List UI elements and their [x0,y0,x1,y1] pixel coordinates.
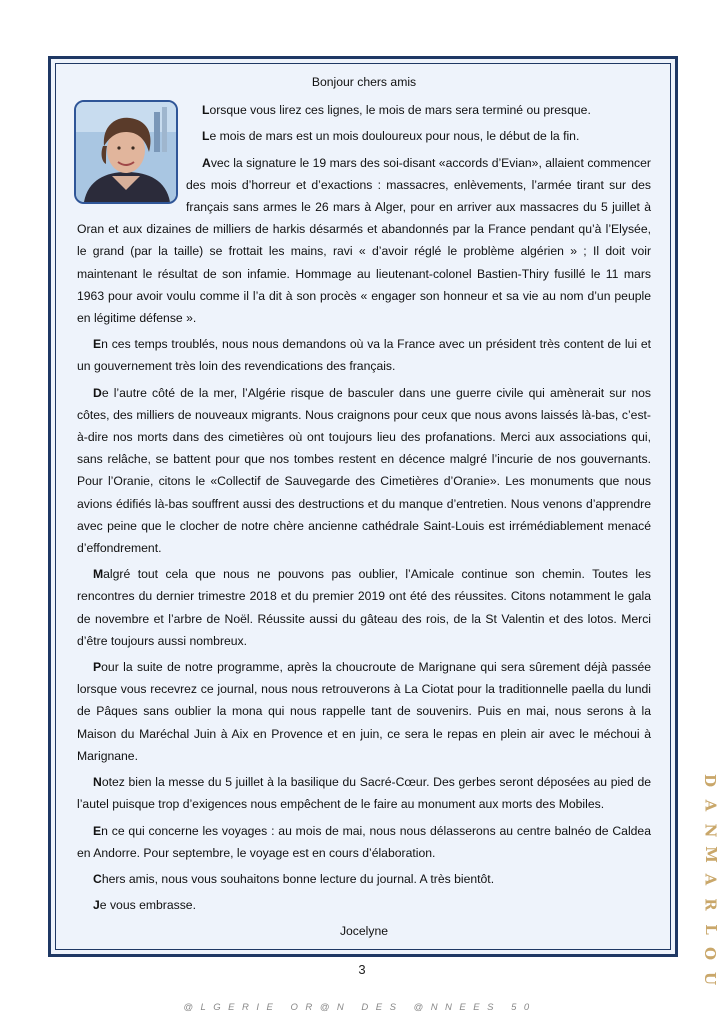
paragraph-initial: E [93,337,102,352]
letter-body [77,71,651,943]
letter-paragraph-5: De l’autre côté de la mer, l’Algérie risque de basculer dans une guerre civile qui amènerait sur nos côtes, des milliers de nouveaux migrants. Nous craignons pour ceux que nous avons laissés là-bas, c’est-à-dire nos morts dans des cimetières où ont toujours lieu des profanations. Merci aux associations qui, sans relâche, se battent pour que nos tombes restent en décence malgré l’incurie de nos gouvernants. Pour l’Oranie, citons le «Collectif de Sauvegarde des Cimetières d’Oranie». Les monuments que nous avions édifiés là-bas souffrent aussi des destructions et du manque d’entretien. Nous venons d’apprendre avec peine que le clocher de notre chère ancienne cathédrale Saint-Louis est irrémédiablement menacé d’effondrement. [77,385,651,556]
page-number: 3 [358,962,366,977]
letter-signature: Jocelyne [339,924,389,939]
letter-paragraph-6: Malgré tout cela que nous ne pouvons pas oublier, l’Amicale continue son chemin. Toutes les rencontres du dernier trimestre 2018 et du premier 2019 ont été des réussites. Citons notamment le gala de novembre et l’arbre de Noël. Réussite aussi du gâteau des rois, de la St Valentin et des lotos. Merci d’être toujours aussi nombreux. [77,567,651,648]
paragraph-initial: N [93,775,102,790]
letter-paragraph-9: En ce qui concerne les voyages : au mois de mai, nous nous délasserons au centre balnéo de Caldea en Andorre. Pour septembre, le voyage est en cours d’élaboration. [77,823,651,860]
letter-paragraph-2: Le mois de mars est un mois douloureux pour nous, le début de la fin. [202,129,580,144]
letter-paragraph-1: Lorsque vous lirez ces lignes, le mois de mars sera terminé ou presque. [202,103,591,118]
paragraph-initial: D [93,385,102,400]
paragraph-initial: P [93,660,102,675]
letter-paragraph-3: Avec la signature le 19 mars des soi-disant «accords d’Evian», allaient commencer des mois d’horreur et d’exactions : massacres, enlèvements, l’armée tirant sur des français sans armes le 26 mars à Alger, pour en arriver aux massacres du 5 juillet à Oran et aux dizaines de milliers de harkis désarmés et abandonnés par la France pendant qu’à l’Elysée, le grand (par la taille) se frottait les mains, ravi « d’avoir réglé le problème algérien » ; Il doit voir maintenant le résultat de son infamie. Hommage au lieutenant-colonel Bastien-Thiry fusillé le 11 mars 1963 pour avoir voulu comme il l’a dit à son procès « engager son honneur et sa vie au nom d’un peuple en légitime défense ». [77,155,651,326]
paragraph-initial: J [93,898,100,913]
paragraph-initial: M [93,567,104,582]
paragraph-initial: L [202,129,210,144]
paragraph-initial: L [202,103,210,118]
footer-text: @LGERIE OR@N DES @NNEES 50 [183,1002,537,1013]
paragraph-initial: E [93,823,102,838]
letter-paragraph-10: Chers amis, nous vous souhaitons bonne lecture du journal. A très bientôt. [93,871,495,886]
watermark-letter: D [701,773,720,788]
letter-frame [48,56,678,957]
watermark-letter: N [701,823,720,837]
letter-paragraph-7: Pour la suite de notre programme, après la choucroute de Marignane qui sera sûrement déjà passée lorsque vous recevrez ce journal, nous nous retrouverons à La Ciotat pour la traditionnelle paella du lundi de Pâques sans oublier la mona qui nous rappelle tant de souvenirs. Puis en mai, nous serons à la Maison du Maréchal Juin à Aix en Provence et en juin, ce sera le repas en plein air avec le méchoui à Marignane. [77,660,651,763]
watermark-letter: U [701,971,720,986]
watermark-letter: M [701,846,720,864]
letter-greeting: Bonjour chers amis [311,75,417,89]
watermark-letter: A [701,799,720,812]
watermark-letter: L [701,923,720,935]
paragraph-initial: A [202,155,211,170]
author-portrait-image [74,100,178,204]
paragraph-initial: C [93,871,102,886]
author-photo [74,100,178,204]
portrait-illustration [76,102,176,202]
letter-paragraph-11: Je vous embrasse. [93,898,196,913]
watermark-letter: R [701,898,720,911]
side-watermark [699,772,721,987]
watermark-letter: A [701,873,720,886]
letter-paragraph-4: En ces temps troublés, nous nous demandons où va la France avec un président très content de lui et un gouvernement très loin des revendications des français. [77,337,651,374]
letter-paragraph-8: Notez bien la messe du 5 juillet à la basilique du Sacré-Cœur. Des gerbes seront déposées au pied de l’autel puisque trop d’exigences nous empêchent de le faire au monument aux morts des Mobiles. [77,775,651,812]
watermark-letter: O [701,947,720,961]
